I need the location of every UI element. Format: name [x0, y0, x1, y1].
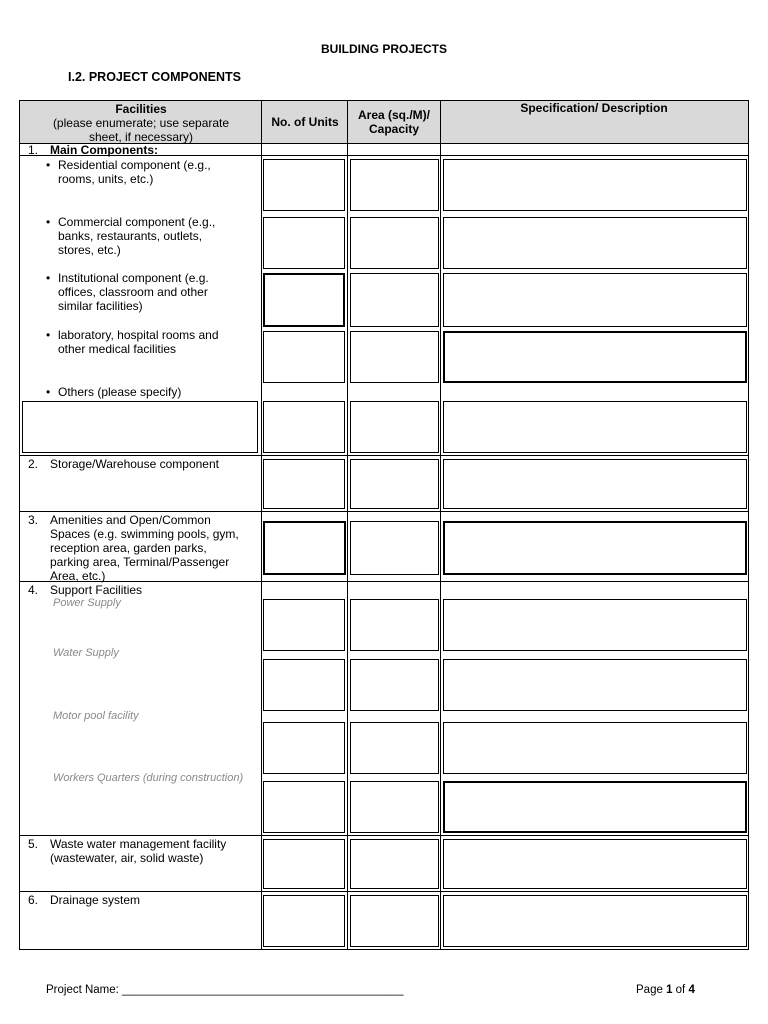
section-number: 6. [28, 893, 39, 907]
institutional-spec-field[interactable] [443, 273, 747, 327]
commercial-units-field[interactable] [263, 217, 345, 269]
waste-water-spec-field[interactable] [443, 839, 747, 889]
residential-area-field[interactable] [350, 159, 439, 211]
power-spec-field[interactable] [443, 599, 747, 651]
row-divider [20, 835, 748, 836]
workers-spec-field[interactable] [443, 781, 747, 833]
residential-spec-field[interactable] [443, 159, 747, 211]
residential-units-field[interactable] [263, 159, 345, 211]
laboratory-units-field[interactable] [263, 331, 345, 383]
others-specify-field[interactable] [22, 401, 258, 453]
storage-units-field[interactable] [263, 459, 345, 509]
item-power-supply: Power Supply [53, 597, 121, 609]
others-spec-field[interactable] [443, 401, 747, 453]
commercial-spec-field[interactable] [443, 217, 747, 269]
page-indicator: Page 1 of 4 [636, 984, 695, 996]
drainage-area-field[interactable] [350, 895, 439, 947]
item-workers-quarters: Workers Quarters (during construction) [53, 772, 244, 784]
amenities-spec-field[interactable] [443, 521, 747, 575]
water-spec-field[interactable] [443, 659, 747, 711]
section-number: 5. [28, 837, 39, 851]
waste-water-area-field[interactable] [350, 839, 439, 889]
table-header [20, 101, 748, 144]
header-units: No. of Units [271, 115, 339, 129]
section-waste-water: Waste water management facility (wastewater, air, solid waste) [50, 837, 227, 865]
section-amenities: Amenities and Open/Common Spaces (e.g. swimming pools, gym, reception area, garden parks, parking area, Terminal/Passenger Area, etc.) [50, 513, 239, 583]
power-area-field[interactable] [350, 599, 439, 651]
bullet-icon: • [46, 271, 51, 285]
amenities-units-field[interactable] [263, 521, 346, 575]
header-facilities: Facilities (please enumerate; use separate sheet, if necessary) [52, 102, 230, 144]
item-water-supply: Water Supply [53, 647, 119, 659]
section-number: 2. [28, 457, 39, 471]
column-divider [261, 101, 262, 949]
column-divider [347, 101, 348, 949]
components-table [19, 100, 749, 950]
laboratory-area-field[interactable] [350, 331, 439, 383]
commercial-area-field[interactable] [350, 217, 439, 269]
section-title: I.2. PROJECT COMPONENTS [68, 70, 241, 84]
bullet-icon: • [46, 215, 51, 229]
item-residential: Residential component (e.g., rooms, units, etc.) [58, 158, 211, 186]
bullet-icon: • [46, 385, 51, 399]
section-support-facilities: Support Facilities [50, 583, 143, 597]
header-area: Area (sq./M)/ Capacity [357, 108, 430, 136]
row-divider [20, 891, 748, 892]
workers-units-field[interactable] [263, 781, 345, 833]
storage-area-field[interactable] [350, 459, 439, 509]
waste-water-units-field[interactable] [263, 839, 345, 889]
laboratory-spec-field[interactable] [443, 331, 747, 383]
motor-pool-area-field[interactable] [350, 722, 439, 774]
section-title-main-components: Main Components: [50, 143, 158, 157]
water-area-field[interactable] [350, 659, 439, 711]
institutional-units-field[interactable] [263, 273, 345, 327]
section-storage: Storage/Warehouse component [50, 457, 219, 471]
power-units-field[interactable] [263, 599, 345, 651]
item-institutional: Institutional component (e.g. offices, classroom and other similar facilities) [58, 271, 209, 313]
drainage-spec-field[interactable] [443, 895, 747, 947]
bullet-icon: • [46, 328, 51, 342]
item-motor-pool: Motor pool facility [53, 710, 139, 722]
item-others: Others (please specify) [58, 385, 182, 399]
section-number: 4. [28, 583, 39, 597]
workers-area-field[interactable] [350, 781, 439, 833]
project-name-label: Project Name: ____________________________________________ [46, 984, 404, 996]
item-commercial: Commercial component (e.g., banks, restaurants, outlets, stores, etc.) [58, 215, 216, 257]
motor-pool-units-field[interactable] [263, 722, 345, 774]
water-units-field[interactable] [263, 659, 345, 711]
section-drainage: Drainage system [50, 893, 141, 907]
others-area-field[interactable] [350, 401, 439, 453]
item-laboratory: laboratory, hospital rooms and other medical facilities [58, 328, 219, 356]
amenities-area-field[interactable] [350, 521, 439, 575]
row-divider [20, 511, 748, 512]
others-units-field[interactable] [263, 401, 345, 453]
column-divider [440, 101, 441, 949]
motor-pool-spec-field[interactable] [443, 722, 747, 774]
section-number: 1. [28, 143, 39, 157]
institutional-area-field[interactable] [350, 273, 439, 327]
bullet-icon: • [46, 158, 51, 172]
row-divider [20, 455, 748, 456]
storage-spec-field[interactable] [443, 459, 747, 509]
drainage-units-field[interactable] [263, 895, 345, 947]
header-specification: Specification/ Description [520, 101, 668, 115]
document-title: BUILDING PROJECTS [320, 42, 447, 56]
section-number: 3. [28, 513, 39, 527]
